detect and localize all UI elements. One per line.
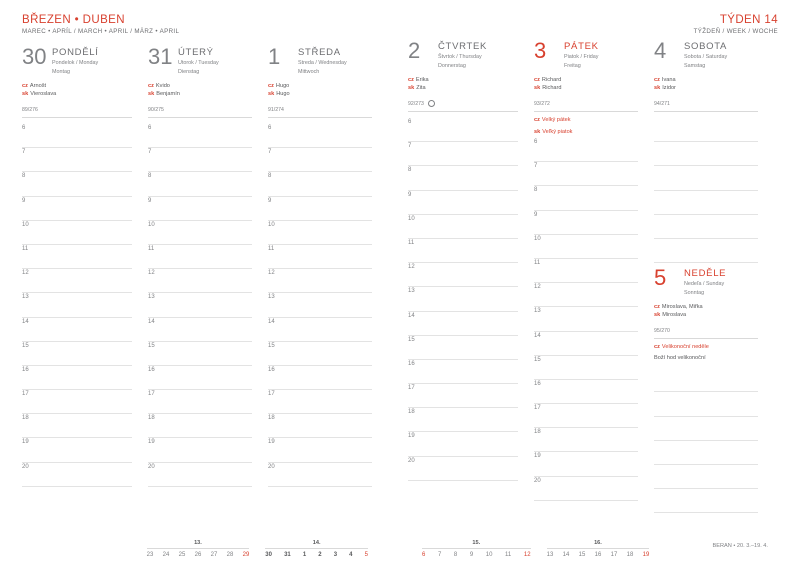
hour-row[interactable] <box>654 142 758 166</box>
hour-row[interactable]: 15 <box>268 342 372 366</box>
full-moon-icon <box>428 100 435 107</box>
mini-day[interactable]: 18 <box>626 552 634 558</box>
mini-day[interactable]: 30 <box>265 552 272 558</box>
hour-row[interactable]: 8 <box>408 166 518 190</box>
mini-calendar-spacer <box>22 540 141 558</box>
hour-row[interactable]: 9 <box>534 211 638 235</box>
hour-row[interactable]: 19 <box>534 452 638 476</box>
holiday-cz-text: Velikonoční neděle <box>661 344 709 351</box>
cz-nameday: Arnošt <box>29 83 47 89</box>
hour-row[interactable]: 18 <box>148 414 252 438</box>
day-header <box>534 40 638 70</box>
cz-label: cz <box>654 304 660 311</box>
hour-grid <box>408 118 518 481</box>
hour-row[interactable]: 17 <box>148 390 252 414</box>
cz-label: cz <box>22 83 28 89</box>
mini-day[interactable]: 1 <box>302 552 307 558</box>
day-name-sub-1: Štvrtok / Thursday <box>438 54 482 60</box>
zodiac-block <box>659 540 778 558</box>
day-number: 30 <box>22 44 47 69</box>
mini-day[interactable]: 5 <box>364 552 368 558</box>
day-code <box>654 326 758 339</box>
nameday-block <box>22 82 132 100</box>
nameday-block <box>534 76 638 94</box>
mini-day[interactable]: 3 <box>333 552 338 558</box>
day-name-sub-1: Sobota / Saturday <box>684 54 728 60</box>
hour-row[interactable]: 10 <box>268 221 372 245</box>
day-meta <box>684 40 727 70</box>
day-name-sub-2: Montag <box>52 69 70 75</box>
day-code <box>22 105 132 118</box>
hour-row[interactable] <box>654 191 758 215</box>
cz-label: cz <box>654 77 660 83</box>
hour-row[interactable]: 12 <box>268 269 372 293</box>
mini-day[interactable]: 14 <box>562 552 570 558</box>
day-code <box>148 105 252 118</box>
hour-row[interactable] <box>654 417 758 441</box>
day-header <box>268 46 372 76</box>
mini-week-label: 13. <box>194 540 202 546</box>
holiday-cz-text: Velký pátek <box>541 117 571 123</box>
day-meta <box>438 40 487 70</box>
day-name-sub-1: Nedeľa / Sunday <box>684 281 725 288</box>
hour-row[interactable]: 8 <box>268 172 372 196</box>
hour-row[interactable]: 10 <box>22 221 132 245</box>
hour-grid <box>654 368 758 513</box>
day-column-friday <box>528 40 648 513</box>
cz-label: cz <box>148 83 154 89</box>
nameday-block <box>268 82 372 100</box>
mini-week-days <box>422 548 531 558</box>
mini-day[interactable]: 7 <box>437 552 442 558</box>
hour-row[interactable]: 8 <box>22 172 132 196</box>
day-header <box>654 40 758 70</box>
hour-row[interactable]: 11 <box>408 239 518 263</box>
mini-day[interactable]: 25 <box>178 552 186 558</box>
day-code-text: 92/273 <box>408 100 424 107</box>
mini-day[interactable]: 10 <box>485 552 493 558</box>
day-name: NEDĚLE <box>684 268 727 280</box>
cz-nameday: Miroslava, Miřka <box>661 304 703 311</box>
day-block-sunday <box>654 267 758 513</box>
mini-calendars <box>22 540 378 558</box>
hour-row[interactable]: 6 <box>268 124 372 148</box>
mini-day[interactable]: 28 <box>226 552 234 558</box>
mini-day[interactable]: 23 <box>146 552 154 558</box>
mini-calendar-week-15 <box>422 540 541 558</box>
hour-row[interactable]: 16 <box>408 360 518 384</box>
sk-label: sk <box>268 91 275 97</box>
hour-row[interactable]: 13 <box>534 307 638 331</box>
right-footer <box>400 540 800 558</box>
day-name: ČTVRTEK <box>438 41 488 52</box>
day-column-monday <box>22 46 142 487</box>
sk-label: sk <box>534 129 541 135</box>
hour-row[interactable]: 9 <box>148 197 252 221</box>
mini-day[interactable]: 31 <box>284 552 291 558</box>
day-header <box>654 267 758 297</box>
day-column-tuesday <box>142 46 262 487</box>
holiday-note: Boží hod velikonoční <box>654 355 706 362</box>
day-code <box>654 99 758 112</box>
hour-row[interactable]: 19 <box>148 438 252 462</box>
sk-nameday: Richard <box>542 85 562 91</box>
hour-row[interactable]: 20 <box>22 463 132 487</box>
sk-label: sk <box>22 91 29 97</box>
hour-row[interactable] <box>654 441 758 465</box>
day-name: PONDĚLÍ <box>52 47 99 58</box>
cz-nameday: Erika <box>415 77 429 83</box>
day-meta <box>684 267 726 297</box>
hour-row[interactable]: 20 <box>148 463 252 487</box>
hour-row[interactable]: 13 <box>408 287 518 311</box>
hour-row[interactable]: 16 <box>268 366 372 390</box>
cz-label: cz <box>654 344 660 351</box>
day-name: SOBOTA <box>684 41 728 52</box>
day-name-sub-1: Piatok / Friday <box>564 54 599 60</box>
week-subtitle: TÝŽDEŇ / WEEK / WOCHE <box>693 28 778 35</box>
day-name-sub-1: Utorok / Tuesday <box>178 60 219 66</box>
cz-label: cz <box>408 77 414 83</box>
hour-row[interactable]: 11 <box>22 245 132 269</box>
day-code-text: 90/275 <box>148 106 164 113</box>
day-name: ÚTERÝ <box>178 47 214 58</box>
day-column-saturday-sunday <box>648 40 768 513</box>
mini-day[interactable]: 16 <box>594 552 602 558</box>
mini-day[interactable]: 29 <box>242 552 250 558</box>
hour-grid <box>654 118 758 263</box>
mini-day[interactable]: 6 <box>422 552 426 558</box>
hour-row[interactable]: 19 <box>408 432 518 456</box>
sk-nameday: Vieroslava <box>30 91 57 97</box>
nameday-block <box>654 76 758 94</box>
day-meta <box>298 46 347 76</box>
mini-week-days <box>547 548 650 558</box>
hour-row[interactable]: 13 <box>148 293 252 317</box>
month-header <box>22 14 392 40</box>
day-column-thursday <box>408 40 528 513</box>
hour-row[interactable]: 16 <box>22 366 132 390</box>
hour-row[interactable] <box>654 118 758 142</box>
sk-nameday: Zita <box>416 85 426 91</box>
day-code-text: 95/270 <box>654 327 670 334</box>
hour-row[interactable]: 12 <box>408 263 518 287</box>
day-number: 31 <box>148 44 173 69</box>
mini-day[interactable]: 13 <box>546 552 554 558</box>
sk-label: sk <box>654 312 661 319</box>
hour-row[interactable] <box>654 368 758 392</box>
hour-row[interactable]: 17 <box>534 404 638 428</box>
day-code-text: 93/272 <box>534 100 550 107</box>
nameday-block <box>408 76 518 94</box>
hour-row[interactable]: 20 <box>534 477 638 501</box>
hour-row[interactable]: 11 <box>534 259 638 283</box>
day-meta <box>52 46 99 76</box>
mini-day[interactable]: 12 <box>523 552 531 558</box>
hour-row[interactable]: 6 <box>408 118 518 142</box>
day-name-sub-2: Dienstag <box>178 69 200 75</box>
nameday-block <box>654 303 758 321</box>
mini-calendar-week-13 <box>141 540 260 558</box>
day-number: 3 <box>534 38 547 63</box>
day-meta <box>564 40 599 70</box>
day-code-text: 91/274 <box>268 106 284 113</box>
day-number: 4 <box>654 38 667 63</box>
cz-label: cz <box>534 117 540 123</box>
hour-row[interactable]: 14 <box>268 318 372 342</box>
sk-label: sk <box>408 85 415 91</box>
zodiac-text: BERAN • 20. 3.–19. 4. <box>712 543 768 549</box>
hour-row[interactable]: 16 <box>148 366 252 390</box>
holiday-sk <box>534 128 638 136</box>
day-name-sub-1: Streda / Wednesday <box>298 60 347 66</box>
left-day-columns <box>22 46 392 487</box>
sk-nameday: Izidor <box>662 85 676 91</box>
mini-day[interactable]: 4 <box>349 552 353 558</box>
day-number: 1 <box>268 44 281 69</box>
holiday-sk-text: Veľký piatok <box>542 129 573 135</box>
day-code <box>268 105 372 118</box>
day-column-wednesday <box>262 46 382 487</box>
week-title: TÝDEN 14 <box>719 14 778 26</box>
hour-row[interactable]: 7 <box>268 148 372 172</box>
hour-row[interactable]: 20 <box>408 457 518 481</box>
hour-row[interactable]: 18 <box>268 414 372 438</box>
day-number: 5 <box>654 265 667 291</box>
cz-nameday: Kvido <box>155 83 170 89</box>
hour-row[interactable]: 15 <box>408 336 518 360</box>
mini-day[interactable]: 9 <box>469 552 474 558</box>
hour-row[interactable]: 19 <box>268 438 372 462</box>
day-meta <box>178 46 219 76</box>
hour-row[interactable]: 13 <box>268 293 372 317</box>
day-name: PÁTEK <box>564 41 599 52</box>
left-footer <box>0 540 400 558</box>
mini-calendar-week-14 <box>259 540 378 558</box>
hour-row[interactable]: 7 <box>408 142 518 166</box>
hour-row[interactable]: 17 <box>22 390 132 414</box>
hour-row[interactable]: 10 <box>534 235 638 259</box>
hour-row[interactable]: 7 <box>22 148 132 172</box>
day-name: STŘEDA <box>298 47 341 58</box>
hour-row[interactable]: 12 <box>148 269 252 293</box>
nameday-block <box>148 82 252 100</box>
hour-row[interactable]: 11 <box>268 245 372 269</box>
hour-row[interactable]: 9 <box>268 197 372 221</box>
hour-row[interactable]: 8 <box>534 186 638 210</box>
hour-row[interactable]: 8 <box>148 172 252 196</box>
day-header <box>408 40 518 70</box>
sk-label: sk <box>654 85 661 91</box>
hour-row[interactable]: 6 <box>148 124 252 148</box>
mini-day[interactable]: 8 <box>453 552 458 558</box>
hour-row[interactable]: 10 <box>148 221 252 245</box>
hour-row[interactable]: 11 <box>148 245 252 269</box>
day-code <box>534 99 638 112</box>
day-code-text: 89/276 <box>22 106 38 113</box>
hour-row[interactable]: 15 <box>148 342 252 366</box>
sk-nameday: Hugo <box>276 91 290 97</box>
cz-nameday: Hugo <box>275 83 290 89</box>
hour-row[interactable] <box>654 392 758 416</box>
day-name-sub-2: Donnerstag <box>438 63 466 69</box>
day-name-sub-2: Mittwoch <box>298 69 320 75</box>
hour-grid <box>22 124 132 487</box>
hour-row[interactable]: 18 <box>22 414 132 438</box>
hour-row[interactable]: 14 <box>22 318 132 342</box>
day-name-sub-2: Sonntag <box>684 290 705 297</box>
sk-label: sk <box>534 85 541 91</box>
week-header <box>408 14 778 40</box>
hour-row[interactable]: 15 <box>534 356 638 380</box>
hour-row[interactable]: 10 <box>408 215 518 239</box>
hour-row[interactable]: 17 <box>408 384 518 408</box>
holiday-cz <box>534 116 638 124</box>
mini-day[interactable]: 11 <box>505 552 512 558</box>
day-number: 2 <box>408 38 421 63</box>
hour-row[interactable]: 9 <box>408 191 518 215</box>
hour-row[interactable]: 14 <box>408 312 518 336</box>
mini-calendar-week-16 <box>541 540 660 558</box>
mini-day[interactable]: 27 <box>210 552 218 558</box>
mini-day[interactable]: 17 <box>610 552 618 558</box>
sk-nameday: Miroslava <box>662 312 687 319</box>
hour-row[interactable]: 12 <box>534 283 638 307</box>
hour-row[interactable]: 7 <box>148 148 252 172</box>
hour-row[interactable]: 17 <box>268 390 372 414</box>
hour-row[interactable] <box>654 239 758 263</box>
hour-row[interactable]: 18 <box>408 408 518 432</box>
hour-row[interactable]: 6 <box>22 124 132 148</box>
day-header <box>22 46 132 76</box>
cz-label: cz <box>534 77 540 83</box>
hour-row[interactable]: 9 <box>22 197 132 221</box>
day-header <box>148 46 252 76</box>
hour-row[interactable]: 19 <box>22 438 132 462</box>
mini-week-days <box>147 548 250 558</box>
holiday-cz <box>654 343 758 351</box>
day-name-sub-1: Pondelok / Monday <box>52 60 99 66</box>
hour-row[interactable]: 18 <box>534 428 638 452</box>
cz-nameday: Ivana <box>661 77 676 83</box>
mini-day[interactable]: 2 <box>318 552 322 558</box>
day-code <box>408 99 518 112</box>
hour-row[interactable]: 13 <box>22 293 132 317</box>
hour-row[interactable]: 15 <box>22 342 132 366</box>
hour-row[interactable]: 16 <box>534 380 638 404</box>
hour-row[interactable]: 14 <box>534 332 638 356</box>
mini-week-label: 15. <box>472 540 481 546</box>
cz-label: cz <box>268 83 274 89</box>
hour-grid <box>534 138 638 501</box>
mini-day[interactable]: 15 <box>578 552 586 558</box>
hour-grid <box>148 124 252 487</box>
mini-week-label: 16. <box>594 540 602 546</box>
hour-row[interactable]: 6 <box>534 138 638 162</box>
mini-week-days <box>265 548 368 558</box>
hour-row[interactable]: 7 <box>534 162 638 186</box>
hour-row[interactable] <box>654 166 758 190</box>
hour-grid <box>268 124 372 487</box>
month-title: BŘEZEN • DUBEN <box>22 14 125 26</box>
mini-day[interactable]: 26 <box>194 552 202 558</box>
hour-row[interactable]: 20 <box>268 463 372 487</box>
cz-nameday: Richard <box>541 77 562 83</box>
hour-row[interactable]: 12 <box>22 269 132 293</box>
right-day-columns <box>408 40 778 513</box>
hour-row[interactable] <box>654 215 758 239</box>
mini-day[interactable]: 24 <box>162 552 170 558</box>
mini-calendars <box>422 540 778 558</box>
day-name-sub-2: Samstag <box>684 63 706 69</box>
hour-row[interactable]: 14 <box>148 318 252 342</box>
hour-row[interactable] <box>654 489 758 513</box>
hour-row[interactable] <box>654 465 758 489</box>
day-name-sub-2: Freitag <box>564 63 581 69</box>
sk-nameday: Benjamín <box>156 91 180 97</box>
mini-week-label: 14. <box>312 540 321 546</box>
mini-day[interactable]: 19 <box>642 552 650 558</box>
month-subtitle: MAREC • APRÍL / MARCH • APRIL / MÄRZ • APRIL <box>22 28 180 35</box>
right-page <box>400 0 800 568</box>
sk-label: sk <box>148 91 155 97</box>
day-code-text: 94/271 <box>654 100 670 107</box>
